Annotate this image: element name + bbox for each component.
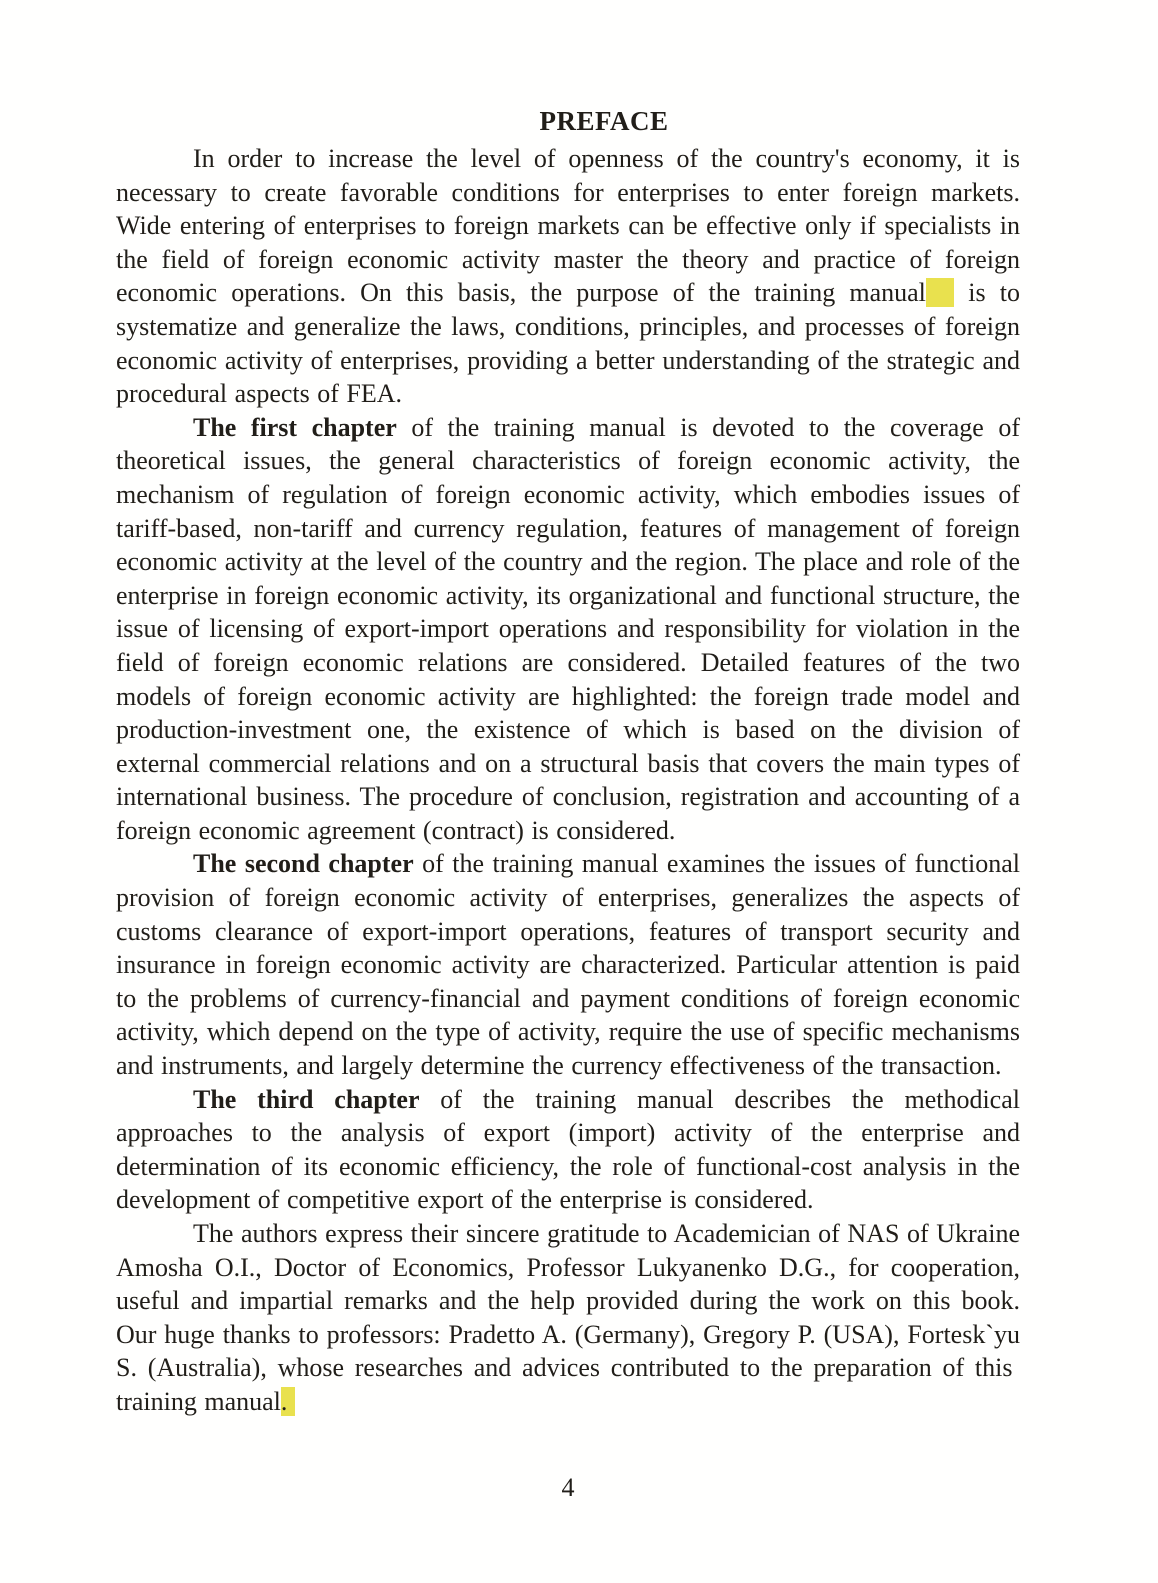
page-content bbox=[116, 104, 1020, 1419]
text-segment: The authors express their sincere gratitude to Academician of NAS of Ukraine Amosha O.I., Doctor of Economics, Professor Lukyanenko D.G., for cooperation, useful and impartial remarks and the help provided during the work on this book. Our huge thanks to professors: Pradetto A. (Germany), Gregory P. (USA), Fortesk`yu S. (Australia), whose researches and advices contributed to the preparation of this training manual bbox=[116, 1219, 1020, 1416]
bold-lead-first-chapter: The first chapter bbox=[193, 412, 397, 442]
paragraph-acknowledgements bbox=[116, 1217, 1020, 1419]
text-segment: of the training manual examines the issues of functional provision of foreign economic activity of enterprises, generalizes the aspects of customs clearance of export-import operations, features of transport security and insurance in foreign economic activity are characterized. Particular attention is paid to the problems of currency-financial and payment conditions of foreign economic activity, which depend on the type of activity, require the use of specific mechanisms and instruments, and largely determine the currency effectiveness of the transaction. bbox=[116, 849, 1020, 1081]
page-number: 4 bbox=[561, 1473, 575, 1502]
highlight-mark bbox=[926, 278, 954, 307]
paragraph-second-chapter bbox=[116, 847, 1020, 1082]
highlight-mark-end: . bbox=[281, 1387, 296, 1416]
bold-lead-third-chapter: The third chapter bbox=[193, 1084, 420, 1114]
paragraph-third-chapter bbox=[116, 1083, 1020, 1217]
paragraph-intro bbox=[116, 142, 1020, 411]
text-segment: of the training manual describes the methodical approaches to the analysis of export (import) activity of the enterprise and determination of its economic efficiency, the role of functional-cost analysis in the development of competitive export of the enterprise is considered. bbox=[116, 1084, 1020, 1215]
text-segment: of the training manual is devoted to the coverage of theoretical issues, the general characteristics of foreign economic activity, the mechanism of regulation of foreign economic activity, which embodies issues of tariff-based, non-tariff and currency regulation, features of management of foreign economic activity at the level of the country and the region. The place and role of the enterprise in foreign economic activity, its organizational and functional structure, the issue of licensing of export-import operations and responsibility for violation in the field of foreign economic relations are considered. Detailed features of the two models of foreign economic activity are highlighted: the foreign trade model and production-investment one, the existence of which is based on the division of external commercial relations and on a structural basis that covers the main types of international business. The procedure of conclusion, registration and accounting of a foreign economic agreement (contract) is considered. bbox=[116, 412, 1020, 845]
text-segment: In order to increase the level of openness of the country's economy, it is necessary to create favorable conditions for enterprises to enter foreign markets. Wide entering of enterprises to foreign markets can be effective only if specialists in the field of foreign economic activity master the theory and practice of foreign economic operations. On this basis, the purpose of the training manual bbox=[116, 144, 1020, 308]
text-segment: is to systematize and generalize the laws, conditions, principles, and processes of foreign economic activity of enterprises, providing a better understanding of the strategic and procedural aspects of FEA. bbox=[116, 278, 1020, 409]
page-title: PREFACE bbox=[539, 106, 669, 136]
bold-lead-second-chapter: The second chapter bbox=[193, 849, 414, 879]
paragraph-first-chapter bbox=[116, 411, 1020, 848]
